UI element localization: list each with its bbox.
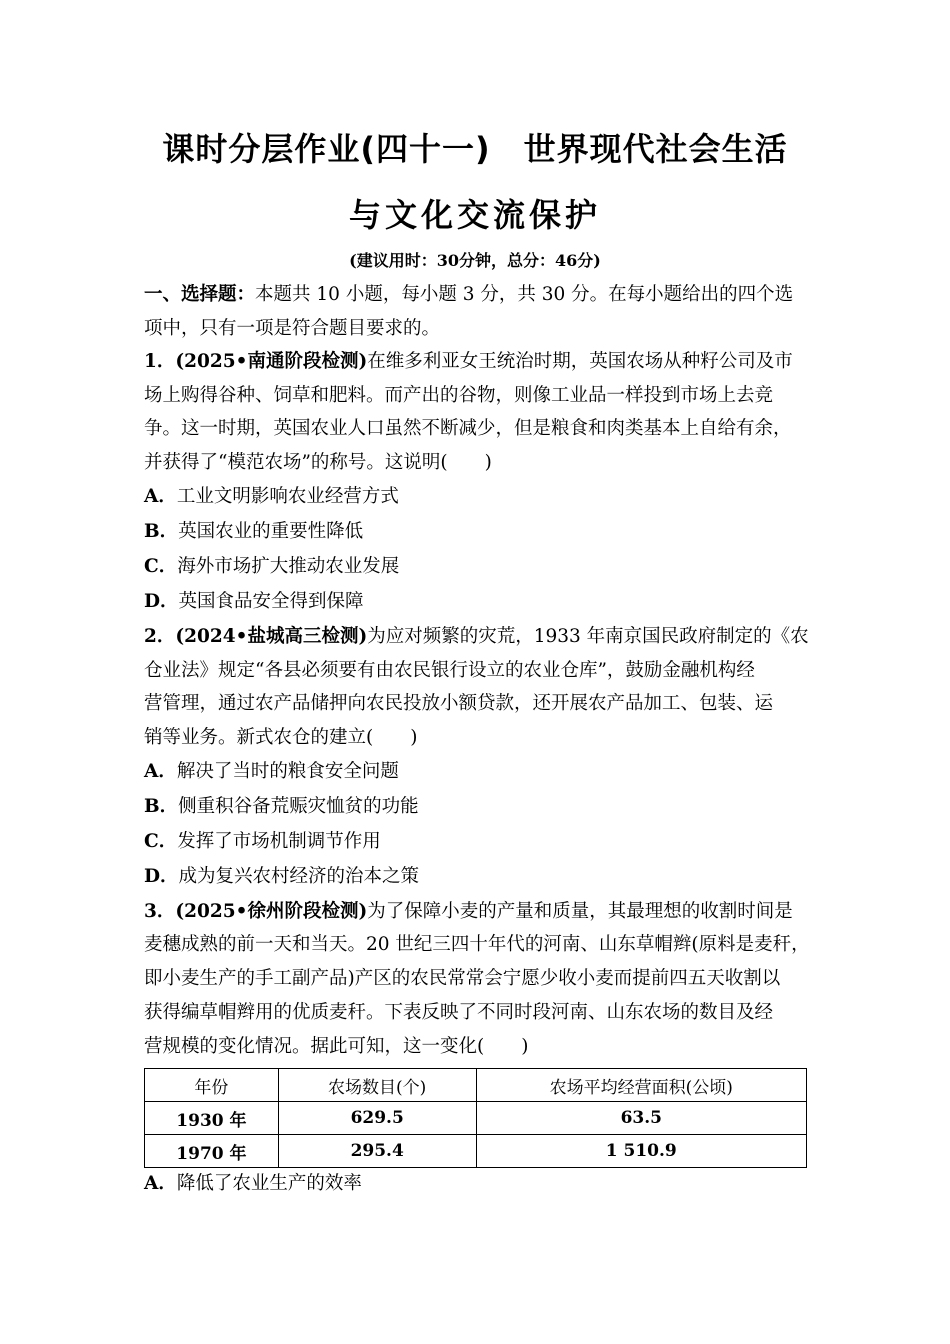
question-3-line-2: 麦穗成熟的前一天和当天。20 世纪三四十年代的河南、山东草帽辫(原料是麦秆， xyxy=(144,934,810,955)
time-and-score-note: (建议用时：30分钟，总分：46分) xyxy=(349,251,601,270)
table-cell: 63.5 xyxy=(476,1102,806,1135)
option-text: 解决了当时的粮食安全问题 xyxy=(176,761,399,782)
question-3-line-4: 获得编草帽辫用的优质麦秆。下表反映了不同时段河南、山东农场的数目及经 xyxy=(144,1002,774,1023)
option-letter: A． xyxy=(144,486,177,507)
question-number: 3． xyxy=(144,901,176,922)
table-cell: 1970 年 xyxy=(145,1135,279,1168)
question-3-line-1 xyxy=(144,900,814,924)
table-header-cell: 农场平均经营面积(公顷) xyxy=(476,1069,806,1102)
question-3-line-3: 即小麦生产的手工副产品)产区的农民常常会宁愿少收小麦而提前四五天收割以 xyxy=(144,968,781,989)
option-text: 侧重积谷备荒赈灾恤贫的功能 xyxy=(178,796,419,817)
question-source: (2024•盐城高三检测) xyxy=(175,626,368,647)
table-row xyxy=(145,1135,807,1168)
option-letter: A． xyxy=(144,1173,177,1194)
question-1-line-3: 争。这一时期，英国农业人口虽然不断减少，但是粮食和肉类基本上自给有余， xyxy=(144,418,792,439)
question-number: 2． xyxy=(144,626,176,647)
question-2-line-3: 营管理，通过农产品储押向农民投放小额贷款，还开展农产品加工、包装、运 xyxy=(144,693,774,714)
question-text: 为应对频繁的灾荒，1933 年南京国民政府制定的《农 xyxy=(367,626,809,647)
question-text: 为了保障小麦的产量和质量，其最理想的收割时间是 xyxy=(367,901,793,922)
page-title-line-1: 课时分层作业(四十一) 世界现代社会生活 xyxy=(162,130,788,168)
question-2-line-2: 仓业法》规定“各县必须要有由农民银行设立的农业仓库”，鼓励金融机构经 xyxy=(144,660,755,681)
question-source: (2025•徐州阶段检测) xyxy=(175,901,368,922)
option-letter: A． xyxy=(144,761,177,782)
option-letter: B． xyxy=(144,796,179,817)
question-1-option-c[interactable] xyxy=(144,555,814,579)
question-1-option-d[interactable] xyxy=(144,590,814,614)
option-text: 成为复兴农村经济的治本之策 xyxy=(178,866,420,887)
table-header-row xyxy=(145,1069,807,1102)
question-1-line-4: 并获得了“模范农场”的称号。这说明( ) xyxy=(144,452,492,473)
question-1-line-1 xyxy=(144,350,814,374)
option-text: 发挥了市场机制调节作用 xyxy=(177,831,381,852)
table-row xyxy=(145,1102,807,1135)
question-2-line-4: 销等业务。新式农仓的建立( ) xyxy=(144,727,418,748)
table-cell: 295.4 xyxy=(278,1135,476,1168)
table-cell: 1930 年 xyxy=(145,1102,279,1135)
option-letter: D． xyxy=(144,866,179,887)
option-letter: C． xyxy=(144,556,178,577)
section-intro-line-2: 项中，只有一项是符合题目要求的。 xyxy=(144,318,441,339)
farm-data-table xyxy=(144,1068,807,1168)
question-3-line-5: 营规模的变化情况。据此可知，这一变化( ) xyxy=(144,1036,529,1057)
section-intro-text-1: 本题共 10 小题，每小题 3 分，共 30 分。在每小题给出的四个选 xyxy=(255,284,794,305)
option-text: 英国农业的重要性降低 xyxy=(178,521,364,542)
table-header-cell: 农场数目(个) xyxy=(278,1069,476,1102)
question-2-line-1 xyxy=(144,625,814,649)
question-2-option-b[interactable] xyxy=(144,795,814,819)
question-source: (2025•南通阶段检测) xyxy=(175,351,368,372)
section-heading: 一、选择题： xyxy=(144,284,256,305)
question-text: 在维多利亚女王统治时期，英国农场从种籽公司及市 xyxy=(367,351,793,372)
table-header-cell: 年份 xyxy=(145,1069,279,1102)
option-letter: D． xyxy=(144,591,179,612)
option-text: 工业文明影响农业经营方式 xyxy=(176,486,399,507)
question-1-option-a[interactable] xyxy=(144,485,814,509)
question-2-option-d[interactable] xyxy=(144,865,814,889)
question-number: 1． xyxy=(144,351,176,372)
section-intro-line-1 xyxy=(144,283,814,307)
page-title-line-2: 与文化交流保护 xyxy=(348,196,601,234)
option-letter: C． xyxy=(144,831,178,852)
table-cell: 1 510.9 xyxy=(476,1135,806,1168)
question-1-option-b[interactable] xyxy=(144,520,814,544)
table-cell: 629.5 xyxy=(278,1102,476,1135)
option-text: 降低了农业生产的效率 xyxy=(176,1173,362,1194)
question-3-option-a[interactable] xyxy=(144,1172,814,1196)
option-letter: B． xyxy=(144,521,179,542)
option-text: 海外市场扩大推动农业发展 xyxy=(177,556,400,577)
question-2-option-c[interactable] xyxy=(144,830,814,854)
question-2-option-a[interactable] xyxy=(144,760,814,784)
option-text: 英国食品安全得到保障 xyxy=(178,591,364,612)
question-1-line-2: 场上购得谷种、饲草和肥料。而产出的谷物，则像工业品一样投到市场上去竞 xyxy=(144,385,774,406)
